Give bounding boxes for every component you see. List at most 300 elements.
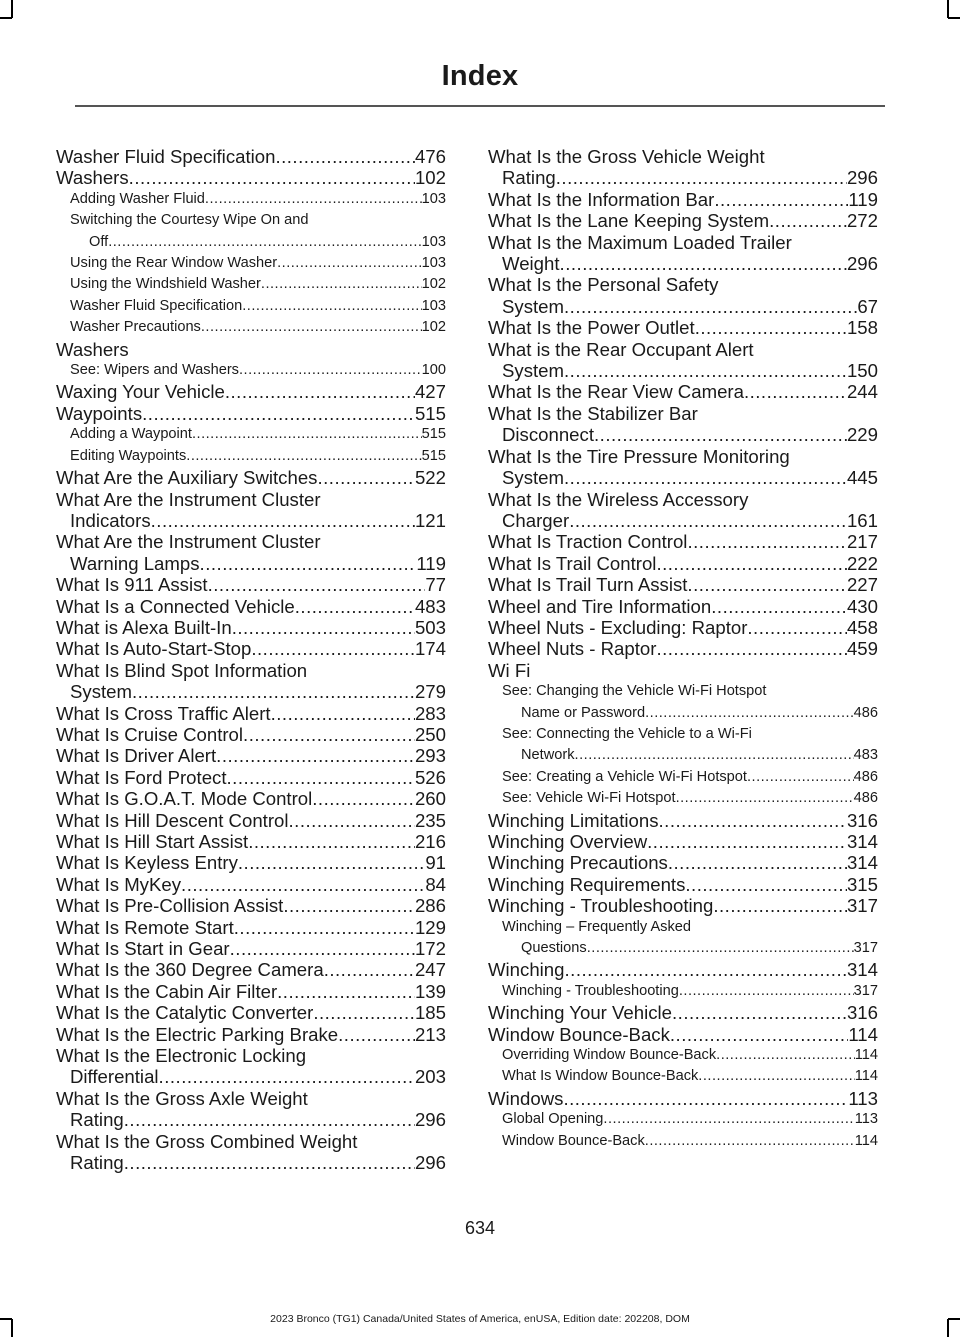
index-entry	[56, 596, 446, 617]
dot-leader	[289, 810, 415, 831]
index-page-ref: 317	[853, 940, 878, 957]
index-entry-text: Adding Washer Fluid	[70, 190, 205, 207]
index-entry-text: Winching Your Vehicle	[488, 1002, 672, 1024]
index-page-ref: 279	[414, 681, 446, 703]
index-entry-text: Washer Precautions	[70, 319, 201, 336]
dot-leader	[672, 1002, 847, 1023]
dot-leader	[232, 617, 415, 638]
index-entry-text: Wi Fi	[488, 659, 531, 681]
index-entry-text: See: Creating a Vehicle Wi-Fi Hotspot	[502, 768, 747, 785]
dot-leader	[713, 895, 847, 916]
index-entry	[488, 1002, 878, 1023]
index-entry-text: What Is the Personal Safety	[488, 274, 719, 296]
dot-leader	[230, 938, 415, 959]
index-entry	[56, 810, 446, 831]
index-entry-text: Questions	[521, 940, 587, 957]
index-entry-text: Overriding Window Bounce-Back	[502, 1047, 717, 1064]
index-entry	[488, 274, 878, 295]
dot-leader	[744, 381, 847, 402]
index-entry	[488, 852, 878, 873]
index-entry	[488, 339, 878, 360]
dot-leader	[711, 596, 847, 617]
dot-leader	[132, 681, 415, 702]
index-entry-text: System	[502, 360, 564, 382]
index-entry	[56, 917, 446, 938]
index-entry	[488, 874, 878, 895]
index-page-ref: 114	[848, 1023, 878, 1045]
index-page-ref: 526	[414, 766, 446, 788]
index-page-ref: 314	[846, 831, 878, 852]
index-entry	[56, 1088, 446, 1109]
index-page-ref: 113	[854, 1111, 878, 1128]
dot-leader	[227, 767, 415, 788]
dot-leader	[295, 596, 415, 617]
dot-leader	[313, 1002, 415, 1023]
index-entry	[488, 146, 878, 167]
crop-mark	[11, 0, 13, 18]
dot-leader	[645, 703, 854, 724]
index-entry	[56, 1024, 446, 1045]
dot-leader	[670, 1024, 848, 1045]
index-page-ref: 260	[414, 788, 446, 810]
dot-leader	[564, 467, 847, 488]
dot-leader	[108, 232, 421, 253]
dot-leader	[277, 253, 422, 274]
index-page-ref: 315	[846, 873, 878, 895]
index-page-ref: 114	[854, 1047, 878, 1064]
index-entry	[488, 553, 878, 574]
index-entry-text: Editing Waypoints	[70, 447, 187, 464]
index-entry	[56, 403, 446, 424]
index-subentry	[488, 724, 878, 745]
index-entry	[56, 1109, 446, 1130]
index-entry	[56, 745, 446, 766]
index-entry-text: Switching the Courtesy Wipe On and	[70, 212, 309, 229]
dot-leader	[685, 874, 847, 895]
dot-leader	[687, 531, 847, 552]
index-page-ref: 213	[414, 1023, 446, 1045]
index-page-ref: 103	[421, 297, 446, 314]
index-page-ref: 486	[853, 768, 878, 785]
index-page-ref: 229	[846, 424, 878, 446]
dot-leader	[560, 253, 847, 274]
index-entry-text: What Is Hill Descent Control	[56, 809, 289, 831]
index-entry	[56, 938, 446, 959]
index-entry-text: What Is Trail Turn Assist	[488, 574, 688, 596]
index-entry-text: What Is Ford Protect	[56, 766, 227, 788]
index-entry	[56, 638, 446, 659]
index-entry-text: What Is MyKey	[56, 873, 182, 895]
index-entry	[56, 1066, 446, 1087]
footer-edition-info: 2023 Bronco (TG1) Canada/United States of America, enUSA, Edition date: 202208, DOM	[270, 1313, 690, 1325]
index-entry-text: What Is the Maximum Loaded Trailer	[488, 231, 792, 253]
index-page-ref: 235	[414, 809, 446, 831]
index-entry	[56, 1002, 446, 1023]
index-entry-text: See: Connecting the Vehicle to a Wi-Fi	[502, 725, 752, 742]
dot-leader	[248, 831, 415, 852]
index-entry-text: What Is Pre-Collision Assist	[56, 895, 284, 917]
index-page-ref: 67	[857, 295, 878, 317]
index-subentry	[488, 767, 878, 788]
dot-leader	[151, 510, 415, 531]
index-entry	[488, 167, 878, 188]
dot-leader	[656, 553, 847, 574]
index-entry-text: Network	[521, 747, 575, 764]
index-page-ref: 486	[853, 704, 878, 721]
index-subentry	[488, 788, 878, 809]
index-subentry	[56, 232, 446, 253]
index-entry	[488, 1088, 878, 1109]
index-page-ref: 172	[414, 938, 446, 960]
dot-leader	[271, 703, 415, 724]
index-entry	[56, 510, 446, 531]
dot-leader	[242, 296, 421, 317]
index-subentry	[56, 189, 446, 210]
index-page-ref: 103	[421, 190, 446, 207]
index-entry-text: What Is Cruise Control	[56, 723, 244, 745]
dot-leader	[747, 767, 854, 788]
dot-leader	[124, 1109, 415, 1130]
dot-leader	[679, 981, 854, 1002]
index-entry-text: Global Opening	[502, 1111, 604, 1128]
index-page-ref: 296	[414, 1109, 446, 1131]
crop-mark	[948, 17, 960, 19]
index-subentry	[488, 1045, 878, 1066]
dot-leader	[234, 917, 415, 938]
index-entry	[56, 1131, 446, 1152]
index-entry-text: What Is the Gross Axle Weight	[56, 1087, 308, 1109]
index-entry-text: Rating	[70, 1109, 124, 1131]
index-entry-text: Winching Precautions	[488, 852, 668, 874]
dot-leader	[159, 1066, 415, 1087]
dot-leader	[243, 724, 415, 745]
index-entry-text: What Is Traction Control	[488, 531, 688, 553]
index-page-ref: 161	[846, 509, 878, 531]
index-entry-text: Waxing Your Vehicle	[56, 381, 225, 403]
dot-leader	[251, 638, 415, 659]
index-entry	[56, 489, 446, 510]
index-entry-text: Differential	[70, 1066, 159, 1088]
index-entry-text: Disconnect	[502, 424, 594, 446]
dot-leader	[201, 317, 422, 338]
index-entry-text: Using the Windshield Washer	[70, 276, 261, 293]
index-page-ref: 139	[414, 980, 446, 1002]
index-entry-text: What Is Trail Control	[488, 552, 657, 574]
index-page-ref: 216	[414, 831, 446, 852]
index-entry	[488, 489, 878, 510]
index-page-ref: 119	[848, 188, 878, 210]
index-entry	[488, 253, 878, 274]
dot-leader	[275, 146, 415, 167]
index-entry	[488, 638, 878, 659]
index-entry-text: What Is Driver Alert	[56, 745, 217, 767]
dot-leader	[324, 959, 415, 980]
dot-leader	[647, 831, 847, 852]
index-entry-text: Rating	[502, 167, 556, 189]
index-entry-text: See: Vehicle Wi-Fi Hotspot	[502, 790, 676, 807]
index-entry	[56, 146, 446, 167]
index-page-ref: 244	[846, 381, 878, 403]
index-entry	[488, 467, 878, 488]
index-subentry	[488, 917, 878, 938]
index-entry-text: What Is the Electronic Locking	[56, 1045, 307, 1067]
index-entry-text: See: Wipers and Washers	[70, 362, 239, 379]
index-page-ref: 458	[846, 616, 878, 638]
index-page-ref: 121	[414, 509, 446, 531]
index-page-ref: 102	[414, 167, 446, 189]
dot-leader	[317, 467, 415, 488]
index-subentry	[488, 681, 878, 702]
index-entry	[56, 339, 446, 360]
index-entry-text: What Is the Tire Pressure Monitoring	[488, 445, 790, 467]
dot-leader	[714, 189, 848, 210]
index-entry-text: Off	[89, 233, 109, 250]
index-entry-text: What Is the Wireless Accessory	[488, 488, 749, 510]
index-page-ref: 217	[846, 531, 878, 553]
index-entry-text: Washers	[56, 338, 129, 360]
dot-leader	[659, 810, 847, 831]
dot-leader	[645, 1131, 855, 1152]
index-entry-text: What Are the Instrument Cluster	[56, 488, 321, 510]
index-entry-text: What Is G.O.A.T. Mode Control	[56, 788, 313, 810]
index-entry-text: Window Bounce-Back	[488, 1023, 670, 1045]
dot-leader	[698, 1066, 854, 1087]
dot-leader	[769, 210, 847, 231]
index-subentry	[56, 360, 446, 381]
dot-leader	[603, 1109, 854, 1130]
index-page-ref: 296	[846, 253, 878, 275]
index-entry-text: See: Changing the Vehicle Wi-Fi Hotspot	[502, 683, 767, 700]
index-page-ref: 114	[854, 1068, 878, 1085]
index-entry-text: What Is Remote Start	[56, 916, 234, 938]
dot-leader	[563, 1088, 848, 1109]
index-page-ref: 103	[421, 255, 446, 272]
index-entry-text: Wheel Nuts - Excluding: Raptor	[488, 616, 748, 638]
index-entry-text: What Is the Catalytic Converter	[56, 1002, 314, 1024]
index-page-ref: 272	[846, 210, 878, 232]
index-page-ref: 114	[854, 1132, 878, 1149]
index-page-ref: 174	[414, 638, 446, 660]
index-entry	[56, 831, 446, 852]
index-entry-text: Rating	[70, 1152, 124, 1174]
index-entry	[488, 446, 878, 467]
index-column-left	[56, 146, 446, 1174]
index-entry	[488, 574, 878, 595]
dot-leader	[142, 403, 415, 424]
dot-leader	[261, 274, 422, 295]
index-entry-text: What Are the Instrument Cluster	[56, 531, 321, 553]
index-entry-text: What is the Rear Occupant Alert	[488, 338, 754, 360]
index-entry	[488, 660, 878, 681]
index-page-ref: 84	[425, 873, 446, 895]
index-page-ref: 515	[414, 402, 446, 424]
index-entry-text: What Are the Auxiliary Switches	[56, 467, 318, 489]
index-page-ref: 102	[421, 319, 446, 336]
index-entry	[56, 467, 446, 488]
index-entry-text: Adding a Waypoint	[70, 426, 192, 443]
index-entry	[56, 1045, 446, 1066]
index-entry	[56, 574, 446, 595]
index-entry	[488, 360, 878, 381]
index-entry-text: What Is the Cabin Air Filter	[56, 980, 278, 1002]
index-entry-text: What Is Keyless Entry	[56, 852, 238, 874]
index-page-ref: 247	[414, 959, 446, 981]
index-page-ref: 314	[846, 852, 878, 874]
index-subentry	[56, 296, 446, 317]
dot-leader	[564, 959, 846, 980]
dot-leader	[676, 788, 854, 809]
index-entry	[56, 788, 446, 809]
index-entry-text: Waypoints	[56, 402, 143, 424]
index-entry-text: Winching - Troubleshooting	[488, 895, 714, 917]
dot-leader	[575, 745, 854, 766]
index-subentry	[488, 938, 878, 959]
index-entry	[56, 1152, 446, 1173]
dot-leader	[216, 745, 415, 766]
dot-leader	[556, 167, 847, 188]
index-column-right	[488, 146, 878, 1152]
index-subentry	[56, 274, 446, 295]
index-entry	[56, 660, 446, 681]
dot-leader	[283, 895, 415, 916]
index-entry-text: What Is the 360 Degree Camera	[56, 959, 324, 981]
index-subentry	[56, 210, 446, 231]
index-entry-text: Wheel Nuts - Raptor	[488, 638, 657, 660]
index-entry-text: Washer Fluid Specification	[70, 297, 243, 314]
index-page-ref: 522	[414, 467, 446, 489]
index-entry-text: What Is Cross Traffic Alert	[56, 702, 271, 724]
index-entry	[56, 959, 446, 980]
index-page-ref: 102	[421, 276, 446, 293]
index-entry	[488, 596, 878, 617]
index-entry	[488, 403, 878, 424]
dot-leader	[200, 553, 417, 574]
index-entry-text: What Is the Information Bar	[488, 188, 715, 210]
index-page-ref: 483	[414, 595, 446, 617]
index-page-ref: 317	[853, 982, 878, 999]
page-number: 634	[464, 1218, 496, 1238]
index-entry-text: Window Bounce-Back	[502, 1132, 645, 1149]
index-entry	[488, 1024, 878, 1045]
page-title: Index	[441, 60, 519, 92]
index-page-ref: 476	[414, 146, 446, 167]
index-page-ref: 515	[421, 426, 446, 443]
index-subentry	[56, 317, 446, 338]
index-entry-text: What Is the Gross Vehicle Weight	[488, 146, 765, 167]
dot-leader	[124, 1152, 415, 1173]
index-page-ref: 459	[846, 638, 878, 660]
dot-leader	[192, 424, 422, 445]
index-entry-text: Windows	[488, 1087, 564, 1109]
index-entry-text: System	[502, 295, 564, 317]
dot-leader	[587, 938, 854, 959]
dot-leader	[129, 167, 415, 188]
index-entry-text: Name or Password	[521, 704, 646, 721]
index-entry-text: Wheel and Tire Information	[488, 595, 712, 617]
dot-leader	[569, 510, 847, 531]
index-subentry	[56, 446, 446, 467]
index-entry-text: What Is the Gross Combined Weight	[56, 1130, 358, 1152]
index-entry-text: What Is Window Bounce-Back	[502, 1068, 699, 1085]
index-page-ref: 316	[846, 809, 878, 831]
index-page-ref: 286	[414, 895, 446, 917]
index-page-ref: 483	[853, 747, 878, 764]
index-page-ref: 296	[414, 1152, 446, 1174]
index-entry-text: What Is 911 Assist	[56, 574, 208, 596]
index-subentry	[488, 1109, 878, 1130]
index-entry	[488, 895, 878, 916]
index-entry-text: What Is the Power Outlet	[488, 317, 695, 339]
index-entry-text: What Is Start in Gear	[56, 938, 230, 960]
index-entry	[56, 531, 446, 552]
index-entry-text: Winching – Frequently Asked	[502, 918, 692, 935]
index-entry-text: What Is a Connected Vehicle	[56, 595, 295, 617]
index-entry-text: Charger	[502, 509, 570, 531]
index-page-ref: 316	[846, 1002, 878, 1024]
index-page-ref: 158	[846, 317, 878, 339]
dot-leader	[338, 1024, 415, 1045]
index-page-ref: 113	[848, 1087, 878, 1109]
index-entry	[488, 381, 878, 402]
index-page-ref: 227	[846, 574, 878, 596]
index-entry-text: What Is Blind Spot Information	[56, 659, 308, 681]
index-page-ref: 129	[414, 916, 446, 938]
index-entry-text: Washer Fluid Specification	[56, 146, 276, 167]
dot-leader	[687, 574, 847, 595]
index-page-ref: 427	[414, 381, 446, 403]
dot-leader	[695, 317, 847, 338]
index-page-ref: 296	[846, 167, 878, 189]
index-entry-text: Winching	[488, 959, 565, 981]
index-entry	[488, 296, 878, 317]
index-page-ref: 283	[414, 702, 446, 724]
index-entry-text: Winching Requirements	[488, 873, 686, 895]
dot-leader	[238, 852, 425, 873]
index-page-ref: 100	[421, 362, 446, 379]
index-page-ref: 430	[846, 595, 878, 617]
index-subentry	[488, 1066, 878, 1087]
index-entry-text: What Is Auto-Start-Stop	[56, 638, 252, 660]
index-page-ref: 293	[414, 745, 446, 767]
index-entry-text: Washers	[56, 167, 129, 189]
index-entry-text: What Is Hill Start Assist	[56, 831, 249, 852]
index-subentry	[56, 253, 446, 274]
index-page-ref: 503	[414, 616, 446, 638]
index-page-ref: 91	[425, 852, 446, 874]
index-entry	[56, 381, 446, 402]
index-page-ref: 119	[416, 552, 446, 574]
index-entry-text: What Is the Stabilizer Bar	[488, 402, 698, 424]
index-page-ref: 150	[846, 360, 878, 382]
index-page-ref: 486	[853, 790, 878, 807]
index-entry	[488, 424, 878, 445]
dot-leader	[564, 360, 847, 381]
dot-leader	[594, 424, 847, 445]
index-subentry	[488, 745, 878, 766]
dot-leader	[656, 638, 847, 659]
crop-mark	[947, 0, 949, 18]
index-entry	[56, 724, 446, 745]
dot-leader	[186, 446, 421, 467]
index-entry	[56, 167, 446, 188]
index-entry	[56, 553, 446, 574]
dot-leader	[208, 574, 426, 595]
index-subentry	[488, 703, 878, 724]
index-page-ref: 185	[414, 1002, 446, 1024]
index-entry-text: System	[502, 467, 564, 489]
dot-leader	[312, 788, 415, 809]
dot-leader	[205, 189, 422, 210]
